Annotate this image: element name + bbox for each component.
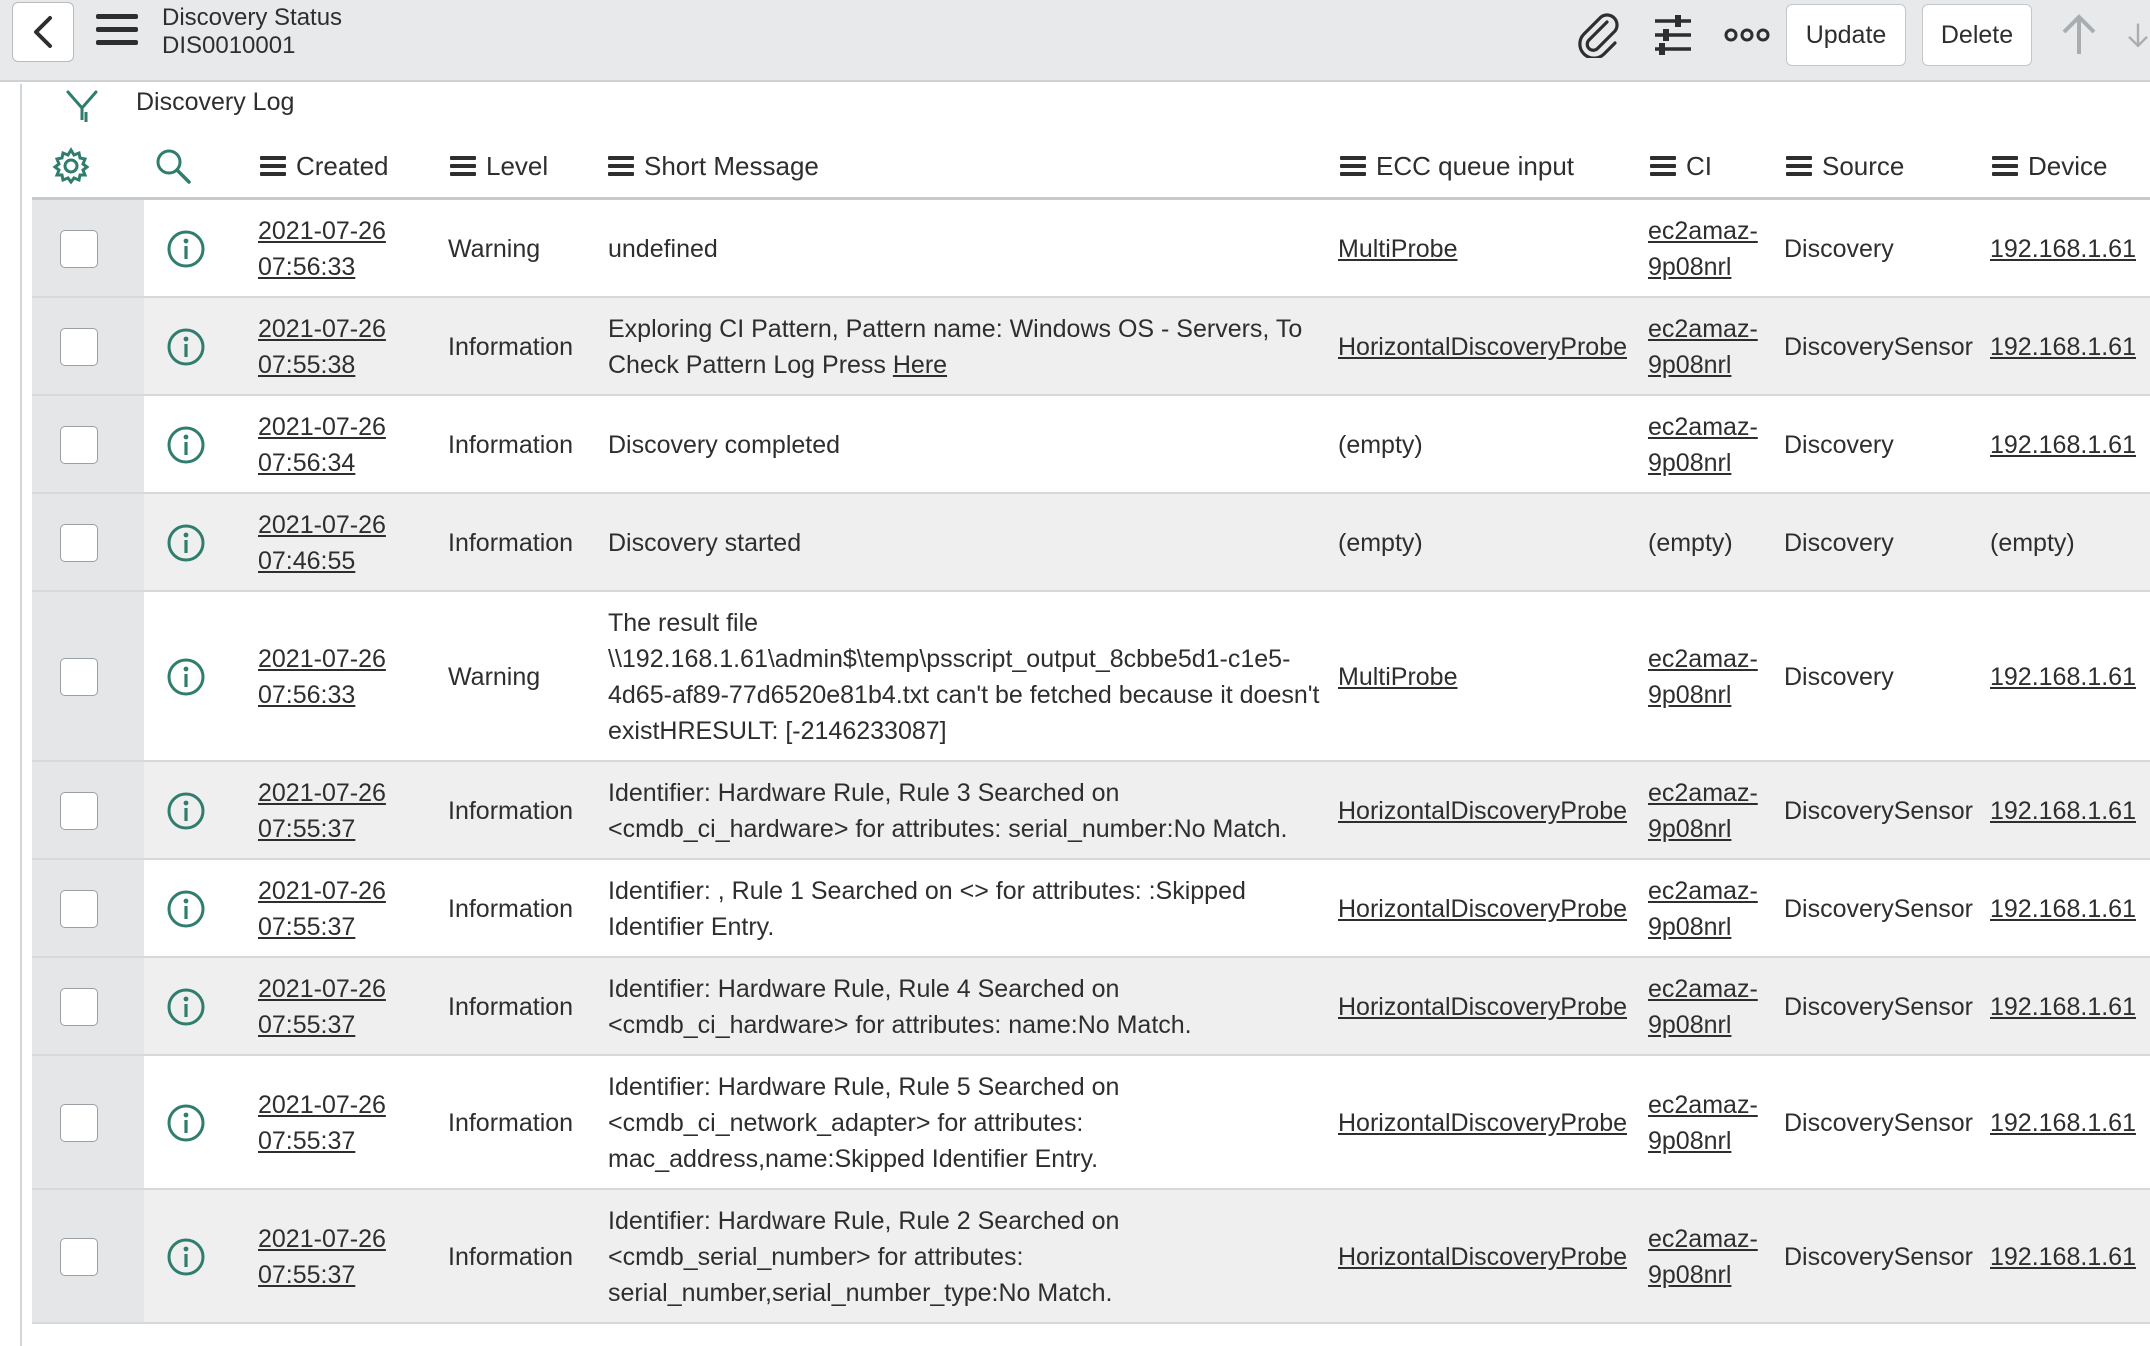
record-number: DIS0010001 [162,32,296,59]
ecc-queue-input-cell[interactable] [1338,231,1458,267]
created-link-text[interactable]: 2021-07-26 [258,413,386,441]
device-cell-text[interactable]: 192.168.1.61 [1990,235,2136,263]
level-cell [448,659,540,695]
created-link-text[interactable]: 2021-07-26 [258,1091,386,1119]
source-cell [1784,1105,1973,1141]
source-cell [1784,231,1894,267]
ci-cell-text[interactable]: 9p08nrl [1648,681,1732,709]
device-cell-text[interactable]: 192.168.1.61 [1990,1243,2136,1271]
ci-cell[interactable] [1648,213,1758,285]
source-cell-text: Discovery [1784,431,1894,459]
search-icon[interactable] [154,146,192,186]
table-row[interactable] [32,494,2150,592]
level-cell [448,1105,573,1141]
table-row[interactable] [32,298,2150,396]
created-link-text[interactable]: 07:55:37 [258,913,356,941]
table-row[interactable] [32,1190,2150,1324]
device-cell-text[interactable]: 192.168.1.61 [1990,333,2136,361]
column-menu-icon[interactable] [1786,152,1812,180]
short-message-text: Discovery completed [608,431,841,459]
ci-cell-text[interactable]: ec2amaz- [1648,975,1758,1003]
created-link-text[interactable]: 2021-07-26 [258,779,386,807]
row-checkbox[interactable] [60,988,98,1026]
column-header-ci[interactable]: CI [1650,146,1712,186]
info-icon[interactable] [166,657,206,697]
table-row[interactable] [32,762,2150,860]
arrow-down-icon[interactable] [2118,12,2150,58]
level-cell-text: Information [448,1243,574,1271]
ci-cell-text[interactable]: ec2amaz- [1648,413,1758,441]
source-cell-text: DiscoverySensor [1784,993,1973,1021]
paperclip-icon[interactable] [1574,12,1624,58]
short-message-cell [608,775,1308,847]
ci-cell[interactable] [1648,641,1758,713]
short-message-text: Identifier: Hardware Rule, Rule 2 Searched on [608,1207,1120,1235]
created-link[interactable] [258,311,388,383]
related-list-title: Discovery Log [136,88,295,116]
back-chevron-icon [32,15,54,49]
table-row[interactable] [32,396,2150,494]
short-message-cell [608,873,1308,945]
column-menu-icon[interactable] [260,152,286,180]
created-link[interactable] [258,641,388,713]
short-message-cell [608,525,1308,561]
device-cell-text[interactable]: 192.168.1.61 [1990,663,2136,691]
ecc-queue-input-cell [1338,525,1423,561]
level-cell [448,329,573,365]
ci-cell-text[interactable]: 9p08nrl [1648,1011,1732,1039]
ecc-queue-input-cell[interactable] [1338,1105,1627,1141]
ecc-queue-input-cell[interactable] [1338,1239,1627,1275]
ci-cell-text[interactable]: 9p08nrl [1648,351,1732,379]
source-cell [1784,427,1894,463]
source-cell-text: DiscoverySensor [1784,797,1973,825]
ci-cell-text[interactable]: ec2amaz- [1648,1225,1758,1253]
source-cell-text: Discovery [1784,529,1894,557]
ci-cell [1648,525,1758,561]
info-icon[interactable] [166,327,206,367]
created-link-text[interactable]: 2021-07-26 [258,1225,386,1253]
level-cell-text: Information [448,1109,574,1137]
ecc-queue-input-cell[interactable] [1338,989,1627,1025]
ci-cell-text[interactable]: ec2amaz- [1648,217,1758,245]
created-link[interactable] [258,409,388,481]
level-cell [448,989,573,1025]
more-options-icon[interactable] [1722,12,1772,58]
short-message-cell [608,427,1308,463]
short-message-text: Discovery started [608,529,802,557]
column-menu-icon[interactable] [608,152,634,180]
row-checkbox[interactable] [60,890,98,928]
created-link-text[interactable]: 2021-07-26 [258,645,386,673]
short-message-text: Exploring CI Pattern, Pattern name: Windows OS - Servers, To [608,315,1303,343]
ecc-queue-input-cell-text[interactable]: HorizontalDiscoveryProbe [1338,1243,1628,1271]
device-cell-text[interactable]: 192.168.1.61 [1990,431,2136,459]
info-icon[interactable] [166,523,206,563]
column-header-created[interactable]: Created [260,146,389,186]
created-link-text[interactable]: 07:56:34 [258,449,356,477]
column-menu-icon[interactable] [1992,152,2018,180]
info-icon[interactable] [166,1103,206,1143]
level-cell-text: Information [448,797,574,825]
short-message-text: The result file [608,609,759,637]
column-header-short-message[interactable]: Short Message [608,146,819,186]
info-icon[interactable] [166,791,206,831]
ecc-queue-input-cell[interactable] [1338,329,1627,365]
hamburger-menu-icon[interactable] [96,14,140,52]
source-cell [1784,989,1973,1025]
created-link-text[interactable]: 07:55:37 [258,1127,356,1155]
short-message-text: Identifier: Hardware Rule, Rule 5 Searched on [608,1073,1120,1101]
created-link[interactable] [258,873,388,945]
created-link-text[interactable]: 2021-07-26 [258,315,386,343]
ecc-queue-input-cell-text[interactable]: MultiProbe [1338,663,1458,691]
row-checkbox[interactable] [60,230,98,268]
back-button[interactable] [12,2,74,62]
row-checkbox[interactable] [60,1104,98,1142]
info-icon[interactable] [166,889,206,929]
ci-cell-text[interactable]: ec2amaz- [1648,645,1758,673]
info-icon[interactable] [166,229,206,269]
level-cell-text: Information [448,993,574,1021]
short-message-cell [608,971,1308,1043]
short-message-text: Identifier: Hardware Rule, Rule 4 Searched on [608,975,1120,1003]
ci-cell[interactable] [1648,971,1758,1043]
ecc-queue-input-cell-text[interactable]: HorizontalDiscoveryProbe [1338,333,1628,361]
source-cell-text: DiscoverySensor [1784,333,1973,361]
ecc-queue-input-cell-text[interactable]: HorizontalDiscoveryProbe [1338,993,1628,1021]
row-checkbox[interactable] [60,524,98,562]
created-link-text[interactable]: 2021-07-26 [258,877,386,905]
ecc-queue-input-cell-text[interactable]: HorizontalDiscoveryProbe [1338,797,1628,825]
short-message-text: <cmdb_ci_network_adapter> for attributes: [608,1109,1084,1137]
device-cell[interactable] [1990,891,2136,927]
short-message-text: <cmdb_ci_hardware> for attributes: name:No Match. [608,1011,1192,1039]
short-message-cell [608,311,1308,383]
created-link[interactable] [258,775,388,847]
created-link[interactable] [258,507,388,579]
ecc-queue-input-cell [1338,427,1423,463]
ci-cell-text[interactable]: ec2amaz- [1648,779,1758,807]
ecc-queue-input-cell[interactable] [1338,793,1627,829]
filter-funnel-icon[interactable] [64,88,100,129]
level-cell [448,231,540,267]
short-message-text: Identifier: Hardware Rule, Rule 3 Searched on [608,779,1120,807]
info-icon[interactable] [166,1237,206,1277]
column-header-level[interactable]: Level [450,146,548,186]
ci-cell-text[interactable]: ec2amaz- [1648,1091,1758,1119]
ecc-queue-input-cell-text[interactable]: HorizontalDiscoveryProbe [1338,1109,1628,1137]
source-cell-text: Discovery [1784,235,1894,263]
device-cell [1990,525,2075,561]
column-menu-icon[interactable] [1340,152,1366,180]
short-message-cell [608,1203,1308,1311]
table-row[interactable] [32,200,2150,298]
ci-cell[interactable] [1648,873,1758,945]
row-checkbox[interactable] [60,1238,98,1276]
created-link-text[interactable]: 07:56:33 [258,253,356,281]
ci-cell-text[interactable]: 9p08nrl [1648,913,1732,941]
info-icon[interactable] [166,425,206,465]
ecc-queue-input-cell-text[interactable]: HorizontalDiscoveryProbe [1338,895,1628,923]
row-checkbox[interactable] [60,792,98,830]
level-cell [448,525,573,561]
ci-cell-text[interactable]: 9p08nrl [1648,253,1732,281]
device-cell[interactable] [1990,793,2136,829]
source-cell-text: Discovery [1784,663,1894,691]
record-title [162,4,342,60]
device-cell-text[interactable]: 192.168.1.61 [1990,895,2136,923]
created-link[interactable] [258,1087,388,1159]
column-header-device[interactable]: Device [1992,146,2107,186]
pattern-log-link[interactable]: Here [892,351,948,379]
row-checkbox[interactable] [60,658,98,696]
source-cell [1784,793,1973,829]
created-link[interactable] [258,971,388,1043]
created-link[interactable] [258,1221,388,1293]
created-link-text[interactable]: 07:55:37 [258,1011,356,1039]
column-header-ecc-queue-input[interactable]: ECC queue input [1340,146,1574,186]
level-cell-text: Warning [448,235,541,263]
table-row[interactable] [32,860,2150,958]
short-message-text: Check Pattern Log Press [608,351,893,379]
table-row[interactable] [32,592,2150,762]
left-border [20,84,22,1346]
created-link-text[interactable]: 07:46:55 [258,547,356,575]
device-cell[interactable] [1990,659,2136,695]
ci-cell[interactable] [1648,311,1758,383]
arrow-up-icon[interactable] [2054,12,2104,58]
ci-cell-text[interactable]: 9p08nrl [1648,1127,1732,1155]
short-message-text: serial_number,serial_number_type:No Match. [608,1279,1113,1307]
short-message-text: <cmdb_serial_number> for attributes: [608,1243,1024,1271]
created-link[interactable] [258,213,388,285]
row-checkbox[interactable] [60,328,98,366]
short-message-text: \\192.168.1.61\admin$\temp\psscript_output_8cbbe5d1-c1e5- [608,645,1291,673]
ci-cell[interactable] [1648,775,1758,847]
level-cell [448,427,573,463]
info-icon[interactable] [166,987,206,1027]
update-button[interactable]: Update [1786,4,1906,66]
short-message-text: 4d65-af89-77d6520e81b4.txt can't be fetched because it doesn't [608,681,1320,709]
created-link-text[interactable]: 07:55:37 [258,815,356,843]
ecc-queue-input-cell-text: (empty) [1338,529,1423,557]
level-cell [448,793,573,829]
short-message-text: Identifier Entry. [608,913,775,941]
ci-cell-text[interactable]: 9p08nrl [1648,449,1732,477]
ci-cell-text: (empty) [1648,529,1733,557]
row-checkbox[interactable] [60,426,98,464]
level-cell-text: Information [448,529,574,557]
device-cell[interactable] [1990,329,2136,365]
ci-cell-text[interactable]: 9p08nrl [1648,815,1732,843]
device-cell[interactable] [1990,1239,2136,1275]
short-message-text: existHRESULT: [-2146233087] [608,717,947,745]
ecc-queue-input-cell-text[interactable]: MultiProbe [1338,235,1458,263]
ci-cell[interactable] [1648,1221,1758,1293]
device-cell-text[interactable]: 192.168.1.61 [1990,797,2136,825]
device-cell[interactable] [1990,427,2136,463]
source-cell-text: DiscoverySensor [1784,1243,1973,1271]
table-row[interactable] [32,958,2150,1056]
ci-cell-text[interactable]: ec2amaz- [1648,315,1758,343]
column-menu-icon[interactable] [450,152,476,180]
device-cell[interactable] [1990,1105,2136,1141]
created-link-text[interactable]: 07:55:38 [258,351,356,379]
created-link-text[interactable]: 07:55:37 [258,1261,356,1289]
level-cell [448,1239,573,1275]
ecc-queue-input-cell[interactable] [1338,659,1458,695]
level-cell-text: Information [448,333,574,361]
source-cell [1784,891,1973,927]
sliders-icon[interactable] [1648,12,1698,58]
device-cell-text[interactable]: 192.168.1.61 [1990,993,2136,1021]
source-cell [1784,329,1973,365]
level-cell-text: Warning [448,663,541,691]
device-cell-text: (empty) [1990,529,2075,557]
created-link-text[interactable]: 2021-07-26 [258,975,386,1003]
column-header-source[interactable]: Source [1786,146,1904,186]
page-title: Discovery Status [162,4,343,31]
source-cell-text: DiscoverySensor [1784,1109,1973,1137]
source-cell [1784,659,1894,695]
short-message-cell [608,1069,1308,1177]
source-cell [1784,525,1894,561]
level-cell-text: Information [448,431,574,459]
source-cell [1784,1239,1973,1275]
ci-cell-text[interactable]: ec2amaz- [1648,877,1758,905]
list-settings-gear-icon[interactable] [52,146,90,186]
ci-cell-text[interactable]: 9p08nrl [1648,1261,1732,1289]
delete-button[interactable]: Delete [1922,4,2032,66]
device-cell[interactable] [1990,231,2136,267]
ci-cell[interactable] [1648,1087,1758,1159]
column-menu-icon[interactable] [1650,152,1676,180]
short-message-cell [608,605,1320,749]
ecc-queue-input-cell[interactable] [1338,891,1627,927]
created-link-text[interactable]: 2021-07-26 [258,511,386,539]
ecc-queue-input-cell-text: (empty) [1338,431,1423,459]
short-message-cell [608,231,1308,267]
created-link-text[interactable]: 07:56:33 [258,681,356,709]
short-message-text: <cmdb_ci_hardware> for attributes: serial_number:No Match. [608,815,1288,843]
device-cell[interactable] [1990,989,2136,1025]
short-message-text: mac_address,name:Skipped Identifier Entry. [608,1145,1099,1173]
table-row[interactable] [32,1056,2150,1190]
device-cell-text[interactable]: 192.168.1.61 [1990,1109,2136,1137]
short-message-text: undefined [608,235,718,263]
created-link-text[interactable]: 2021-07-26 [258,217,386,245]
form-header [0,0,2150,82]
short-message-text: Identifier: , Rule 1 Searched on <> for attributes: :Skipped [608,877,1246,905]
source-cell-text: DiscoverySensor [1784,895,1973,923]
ci-cell[interactable] [1648,409,1758,481]
level-cell-text: Information [448,895,574,923]
level-cell [448,891,573,927]
